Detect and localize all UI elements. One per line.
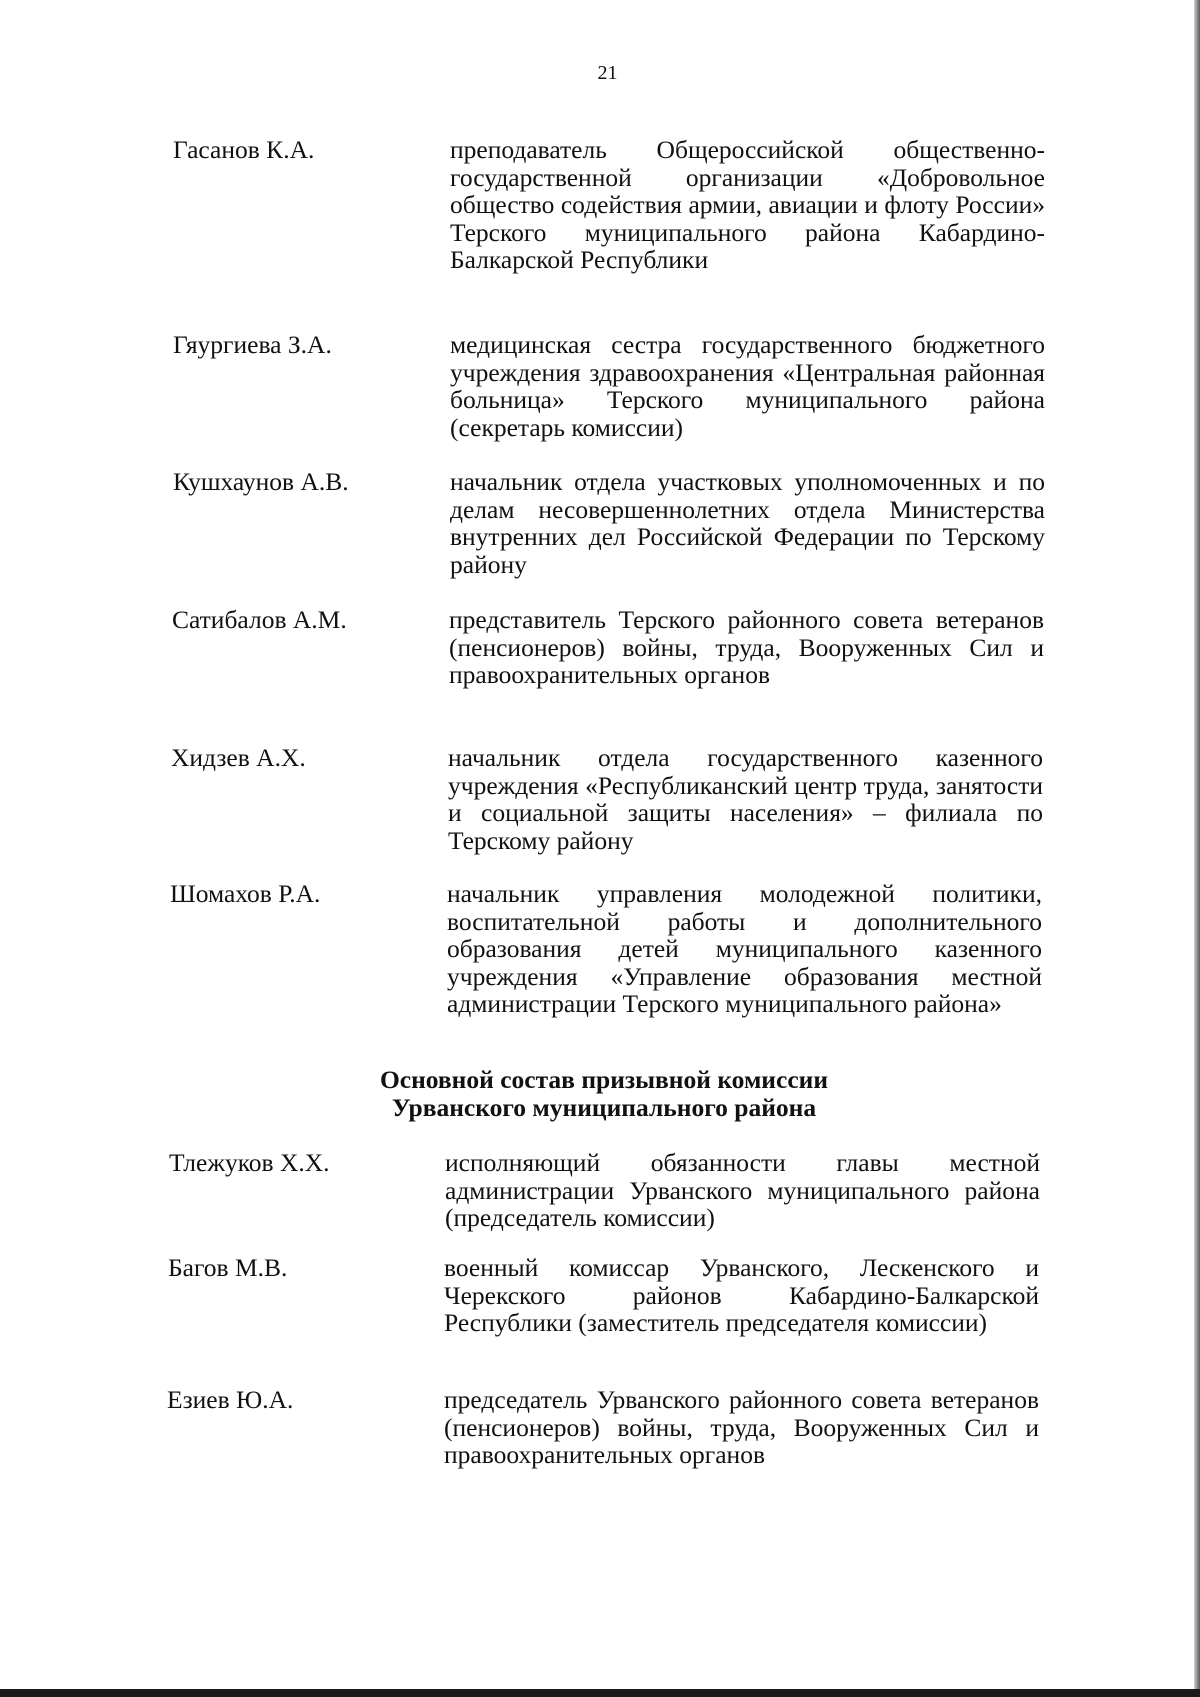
member-description: начальник отдела участковых уполномоченных и по делам несовершеннолетних отдела Министерства внутренних дел Российской Федерации по Терскому району [450, 467, 1045, 579]
member-name: Шомахов Р.А. [170, 879, 321, 908]
member-name: Тлежуков Х.Х. [169, 1148, 330, 1177]
scan-edge-right [1194, 0, 1200, 1697]
member-description: медицинская сестра государственного бюджетного учреждения здравоохранения «Центральная районная больница» Терского муниципального района (секретарь комиссии) [450, 330, 1045, 442]
member-name: Езиев Ю.А. [167, 1385, 294, 1414]
page-number: 21 [597, 62, 618, 84]
section-heading-line: Основной состав призывной комиссии [379, 1065, 829, 1094]
member-description: представитель Терского районного совета ветеранов (пенсионеров) войны, труда, Вооруженных Сил и правоохранительных органов [449, 605, 1044, 689]
scan-edge-bottom [0, 1689, 1200, 1697]
member-description: преподаватель Общероссийской общественно-государственной организации «Добровольное общество содействия армии, авиации и флоту России» Терского муниципального района Кабардино-Балкарской Республики [450, 135, 1045, 274]
member-description: председатель Урванского районного совета ветеранов (пенсионеров) войны, труда, Вооруженных Сил и правоохранительных органов [444, 1385, 1039, 1469]
member-description: начальник отдела государственного казенного учреждения «Республиканский центр труда, занятости и социальной защиты населения» – филиала по Терскому району [448, 743, 1043, 855]
section-heading [330, 1066, 878, 1121]
member-description: начальник управления молодежной политики, воспитательной работы и дополнительного образования детей муниципального казенного учреждения «Управление образования местной администрации Терского муниципального района» [447, 879, 1042, 1018]
member-name: Сатибалов А.М. [172, 605, 347, 634]
section-heading-line: Урванского муниципального района [391, 1092, 817, 1122]
member-description: исполняющий обязанности главы местной администрации Урванского муниципального района (председатель комиссии) [445, 1148, 1040, 1232]
member-name: Багов М.В. [168, 1253, 288, 1282]
member-description: военный комиссар Урванского, Лескенского и Черекского районов Кабардино-Балкарской Республики (заместитель председателя комиссии) [444, 1253, 1039, 1337]
member-name: Гасанов К.А. [173, 135, 315, 164]
member-name: Гяургиева З.А. [173, 330, 332, 359]
member-name: Хидзев А.Х. [171, 743, 306, 772]
member-name: Кушхаунов А.В. [173, 467, 349, 496]
